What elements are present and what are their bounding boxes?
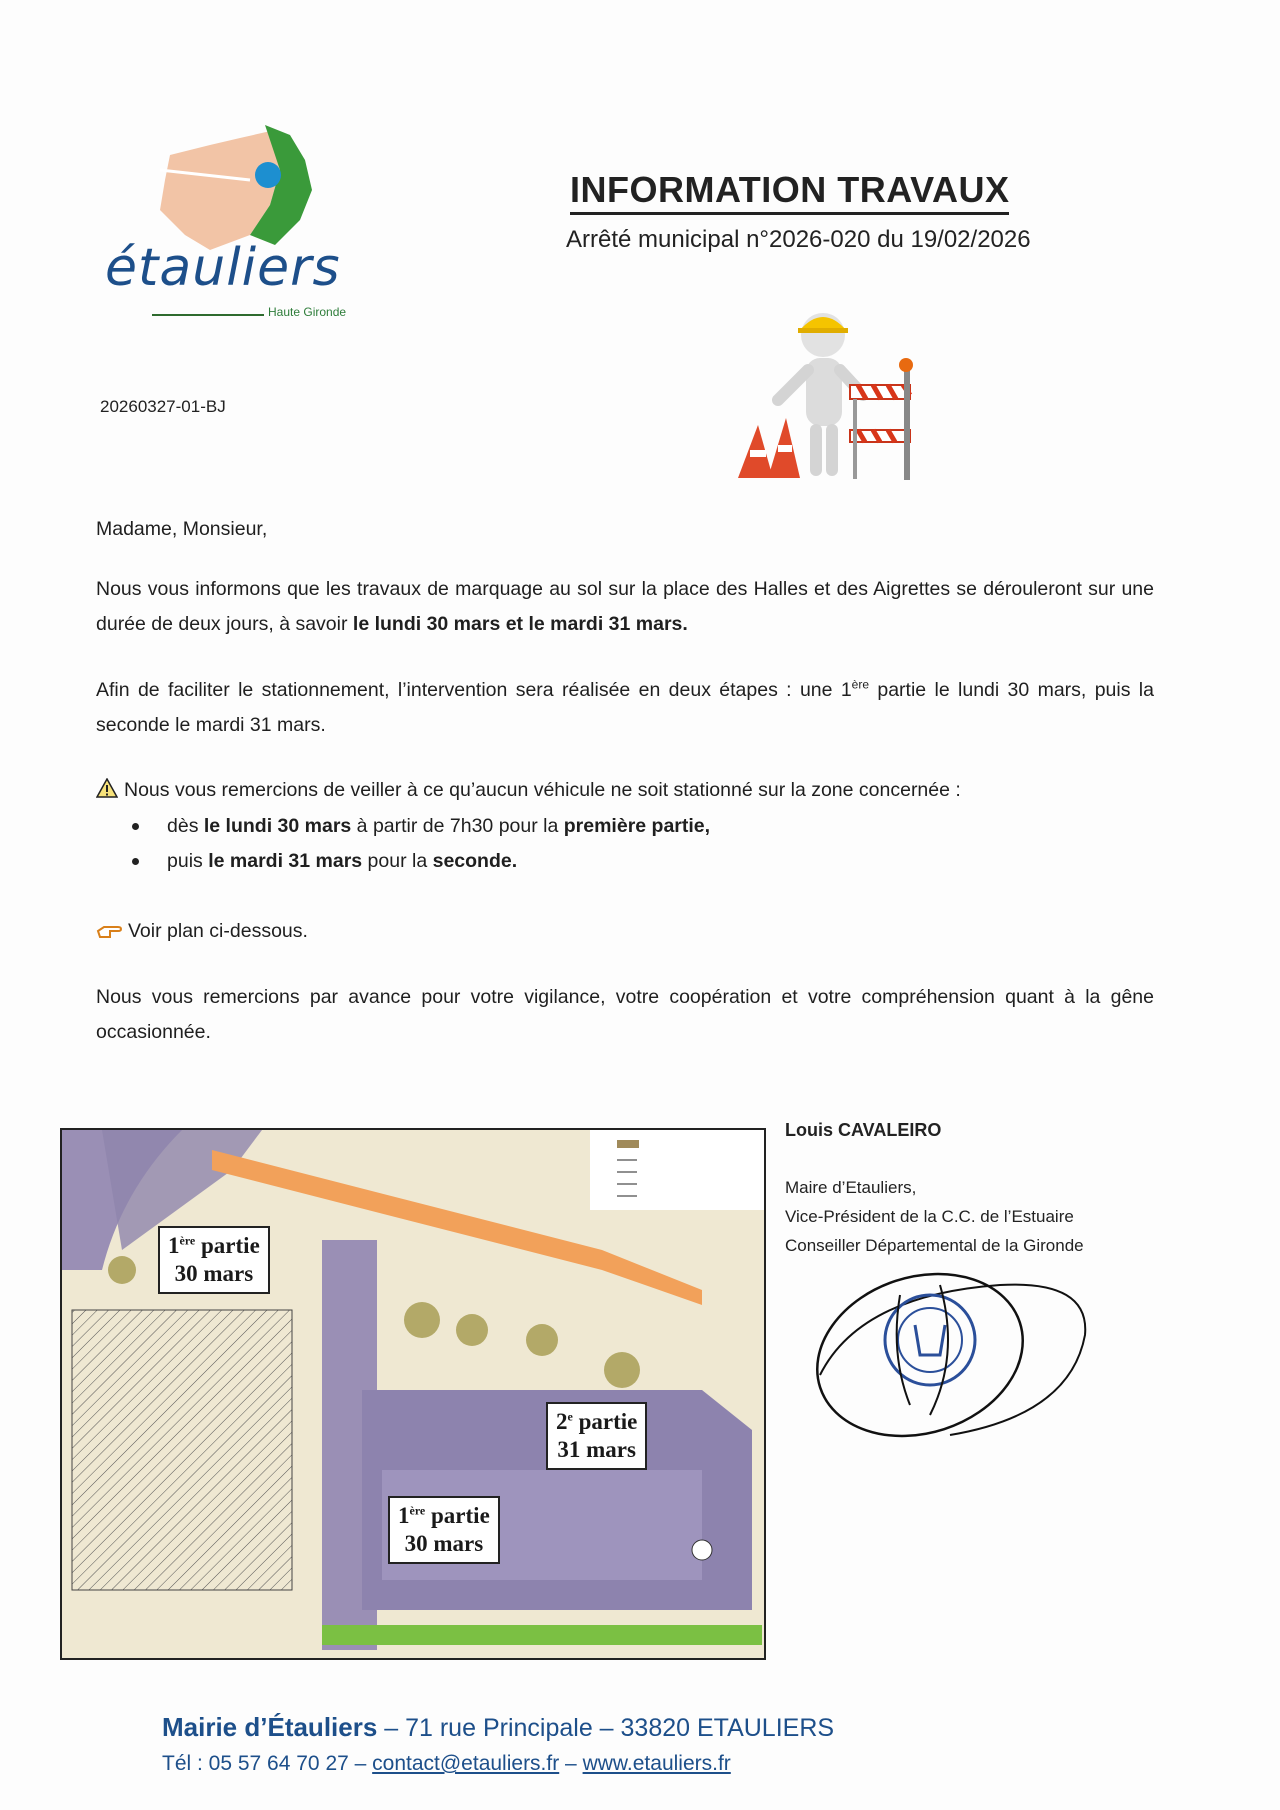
footer-address (162, 1712, 834, 1743)
closing-paragraph: Nous vous remercions par avance pour votre vigilance, votre coopération et votre compréhension quant à la gêne occasionnée. (96, 986, 1154, 1043)
bullet-dot (132, 823, 139, 830)
greeting: Madame, Monsieur, (96, 518, 268, 540)
paragraph-dates (96, 572, 1154, 642)
plan-label-sup: e (567, 1409, 573, 1424)
plan-label-num: 1 (168, 1233, 180, 1258)
plan-label-date: 31 mars (557, 1437, 636, 1462)
signatory-name: Louis CAVALEIRO (785, 1120, 942, 1140)
plan-label-part2 (546, 1402, 647, 1470)
logo-rule (152, 314, 264, 316)
plan-label-sup: ère (409, 1503, 426, 1518)
bullet-bold: le lundi 30 mars (203, 815, 352, 837)
bullet-bold: première partie, (563, 815, 711, 837)
paragraph-stages-text-2: partie le lundi 30 mars, puis la seconde le mardi 31 mars. (96, 679, 1154, 736)
bullet-text: puis (167, 850, 209, 872)
site-plan (60, 1128, 766, 1660)
see-plan-line (96, 920, 308, 943)
footer-contact (162, 1752, 731, 1776)
paragraph-stages-text: Afin de faciliter le stationnement, l’intervention sera réalisée en deux étapes : une 1 (96, 679, 852, 701)
footer-email-link[interactable]: contact@etauliers.fr (372, 1752, 560, 1775)
paragraph-dates-text: Nous vous informons que les travaux de marquage au sol sur la place des Halles et des Aigrettes se dérouleront sur une durée de deux jours, à savoir (96, 578, 1154, 635)
bullet-text: à partir de 7h30 pour la (351, 815, 564, 837)
plan-label-word: partie (195, 1233, 260, 1258)
footer-separator: – (559, 1752, 583, 1775)
plan-label-part1-top (158, 1226, 270, 1294)
see-plan-text: Voir plan ci-dessous. (128, 920, 308, 942)
signatory-role-3: Conseiller Départemental de la Gironde (785, 1236, 1084, 1255)
bullet-first-part (132, 815, 710, 838)
logo-wordmark: étauliers (105, 238, 341, 298)
footer-phone: Tél : 05 57 64 70 27 – (162, 1752, 373, 1775)
signatory-role-1: Maire d’Etauliers, (785, 1178, 917, 1197)
paragraph-dates-bold: le lundi 30 mars et le mardi 31 mars. (352, 613, 688, 635)
bullet-second-part (132, 850, 517, 873)
plan-label-sup: ère (179, 1233, 196, 1248)
pointing-hand-icon (96, 922, 122, 940)
plan-label-date: 30 mars (404, 1531, 484, 1556)
warning-text: Nous vous remercions de veiller à ce qu’aucun véhicule ne soit stationné sur la zone concernée : (124, 779, 961, 801)
bullet-bold: le mardi 31 mars (208, 850, 363, 872)
bullet-text: dès (167, 815, 204, 837)
construction-worker-icon (728, 300, 928, 490)
page-title: INFORMATION TRAVAUX (570, 168, 1009, 215)
plan-label-part1-bottom (388, 1496, 500, 1564)
warning-line (96, 778, 961, 802)
logo-subtitle: Haute Gironde (268, 305, 347, 319)
warning-icon (96, 778, 118, 798)
signatory-role-2: Vice-Président de la C.C. de l’Estuaire (785, 1207, 1074, 1226)
footer-org: Mairie d’Étauliers (162, 1712, 378, 1742)
bullet-text: pour la (362, 850, 433, 872)
plan-label-date: 30 mars (174, 1261, 254, 1286)
official-stamp-signature (800, 1255, 1100, 1455)
footer-street: – 71 rue Principale – 33820 ETAULIERS (377, 1714, 835, 1742)
document-reference: 20260327-01-BJ (100, 397, 226, 416)
plan-label-word: partie (425, 1503, 490, 1528)
plan-label-num: 1 (398, 1503, 410, 1528)
bullet-dot (132, 858, 139, 865)
site-plan-map (62, 1130, 764, 1658)
plan-label-word: partie (572, 1409, 638, 1434)
paragraph-stages-sup: ère (851, 677, 870, 692)
plan-label-num: 2 (556, 1409, 568, 1434)
decree-subtitle: Arrêté municipal n°2026-020 du 19/02/2026 (566, 226, 1031, 253)
footer-website-link[interactable]: www.etauliers.fr (582, 1752, 731, 1775)
paragraph-stages (96, 673, 1154, 743)
bullet-bold: seconde. (432, 850, 518, 872)
